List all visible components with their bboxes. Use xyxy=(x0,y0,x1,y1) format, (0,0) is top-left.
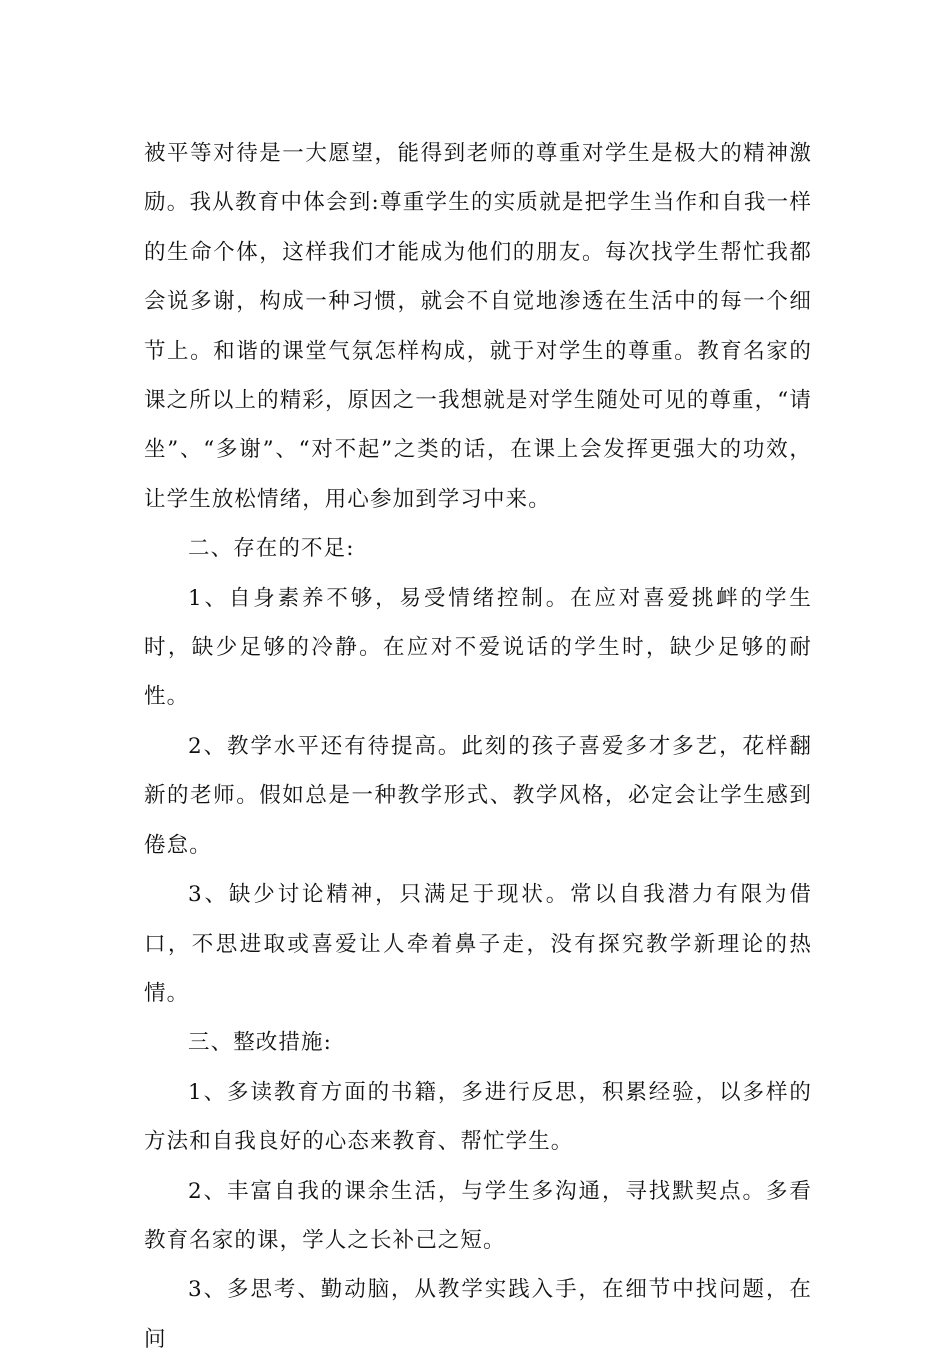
shortcoming-item-3: 3、缺少讨论精神，只满足于现状。常以自我潜力有限为借口，不思进取或喜爱让人牵着鼻子走，没有探究教学新理论的热情。 xyxy=(144,882,812,1006)
heading-measures: 三、整改措施: xyxy=(188,1030,332,1056)
paragraph-respect-students: 被平等对待是一大愿望，能得到老师的尊重对学生是极大的精神激励。我从教育中体会到:尊重学生的实质就是把学生当作和自我一样的生命个体，这样我们才能成为他们的朋友。每次找学生帮忙我都会说多谢，构成一种习惯，就会不自觉地渗透在生活中的每一个细节上。和谐的课堂气氛怎样构成，就于对学生的尊重。教育名家的课之所以上的精彩，原因之一我想就是对学生随处可见的尊重，“请坐”、“多谢”、“对不起”之类的话，在课上会发挥更强大的功效，让学生放松情绪，用心参加到学习中来。 xyxy=(144,141,812,512)
shortcoming-item-1: 1、自身素养不够，易受情绪控制。在应对喜爱挑衅的学生时，缺少足够的冷静。在应对不爱说话的学生时，缺少足够的耐性。 xyxy=(144,585,812,710)
heading-shortcomings: 二、存在的不足: xyxy=(188,536,355,562)
measure-item-3: 3、多思考、勤动脑，从教学实践入手，在细节中找问题，在问 xyxy=(144,1277,812,1352)
measure-item-1: 1、多读教育方面的书籍，多进行反思，积累经验，以多样的方法和自我良好的心态来教育、帮忙学生。 xyxy=(144,1079,812,1155)
measure-item-2: 2、丰富自我的课余生活，与学生多沟通，寻找默契点。多看教育名家的课，学人之长补己之短。 xyxy=(144,1178,812,1253)
document-body xyxy=(144,129,812,1364)
shortcoming-item-2: 2、教学水平还有待提高。此刻的孩子喜爱多才多艺，花样翻新的老师。假如总是一种教学形式、教学风格，必定会让学生感到倦怠。 xyxy=(144,733,812,858)
